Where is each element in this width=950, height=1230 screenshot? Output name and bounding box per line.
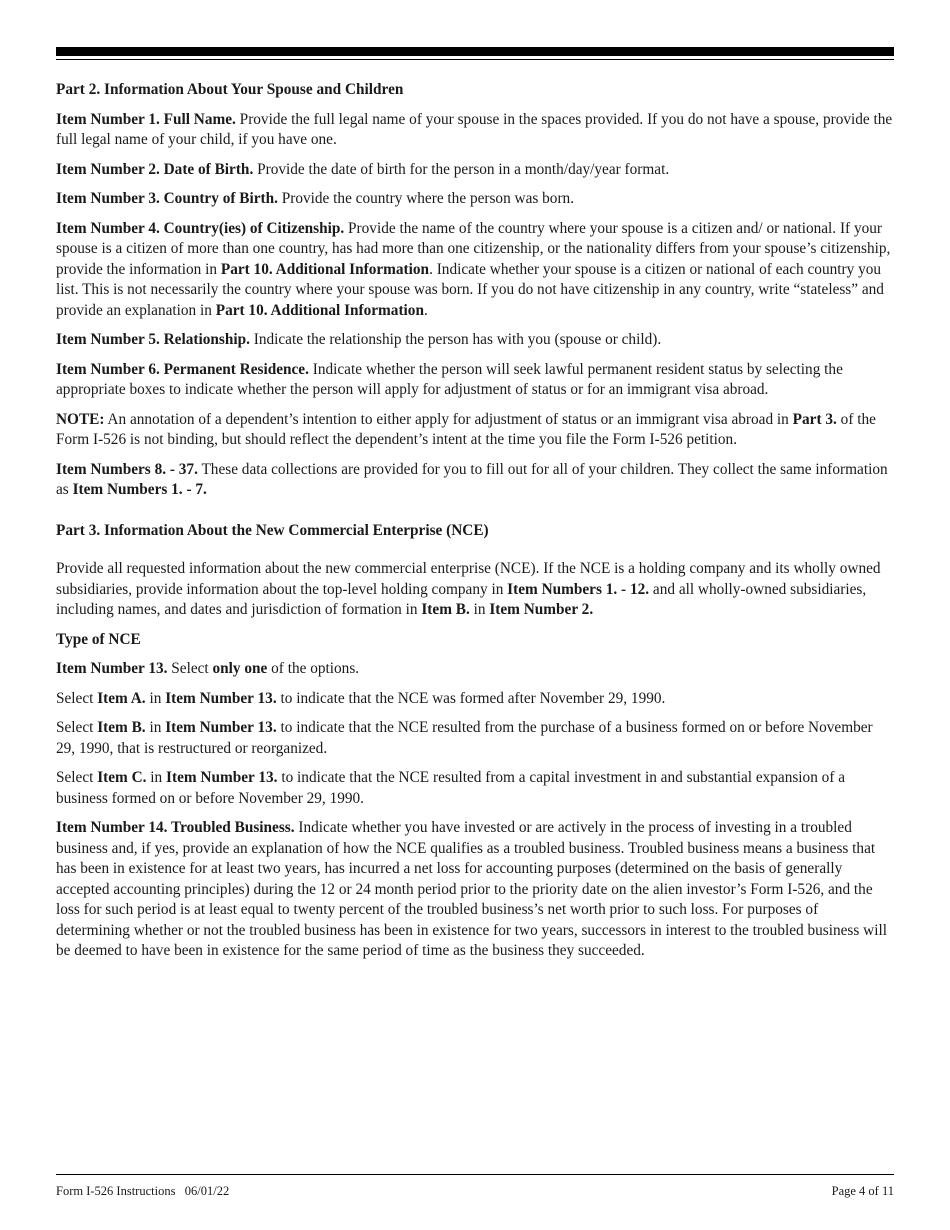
items1-7-reference: Item Numbers 1. - 7. bbox=[72, 481, 207, 498]
header-rule-thin bbox=[56, 59, 894, 60]
part3-heading: Part 3. Information About the New Commercial Enterprise (NCE) bbox=[56, 521, 489, 539]
item14-paragraph bbox=[56, 818, 894, 962]
option-c-paragraph: Select Item C. in Item Number 13. to indicate that the NCE resulted from a capital investment in and substantial expansion of a business formed on or before November 29, 1990. bbox=[56, 769, 846, 807]
item14-label: Item Number 14. Troubled Business. bbox=[56, 819, 295, 836]
item3-label: Item Number 3. Country of Birth. bbox=[56, 190, 278, 207]
page-content bbox=[56, 80, 894, 971]
items8-37-label: Item Numbers 8. - 37. bbox=[56, 460, 198, 478]
part3-intro-paragraph: Provide all requested information about the new commercial enterprise (NCE). If the NCE is a holding company and its wholly owned subsidiaries, provide information about the top-level holding company in Item Numbers 1. - 12. and all wholly-owned subsidiaries, including names, and dates and jurisdiction of formation in Item B. in Item Number 2. bbox=[56, 560, 881, 618]
item14-text: Indicate whether you have invested or are actively in the process of investing in a troubled business and, if yes, provide an explanation of how the NCE qualifies as a troubled business. Troubled business means a business that has been in existence for at least two years, has incurred a net loss for accounting purposes (determined on the basis of generally accepted accounting principles) during the 12 or 24 month period prior to the priority date on the alien investor’s Form I-526, and the loss for such period is at least equal to twenty percent of the troubled business’s net worth prior to such loss. For purposes of determining whether or not the troubled business has been in existence for two years, successors in interest to the troubled business will be deemed to have been in existence for the same period of time as the business they succeeded. bbox=[56, 819, 887, 959]
header-rule-thick bbox=[56, 47, 894, 56]
item5-label: Item Number 5. Relationship. bbox=[56, 331, 250, 348]
item6-paragraph bbox=[56, 360, 894, 401]
footer-form-id: Form I-526 Instructions 06/01/22 bbox=[56, 1184, 230, 1198]
item1-text: Provide the full legal name of your spouse in the spaces provided. If you do not have a spouse, provide the full legal name of your child, if you have one. bbox=[56, 110, 893, 148]
item6-label: Item Number 6. Permanent Residence. bbox=[56, 360, 309, 378]
option-b-paragraph: Select Item B. in Item Number 13. to indicate that the NCE resulted from the purchase of a business formed on or before November 29, 1990, that is restructured or reorganized. bbox=[56, 719, 873, 757]
item2-label: Item Number 2. Date of Birth. bbox=[56, 160, 254, 178]
part10-reference: Part 10. Additional Information bbox=[220, 260, 430, 278]
part3-reference: Part 3. bbox=[792, 410, 837, 428]
items8-37-paragraph: Item Numbers 8. - 37. These data collections are provided for you to fill out for all of your children. They collect the same information as Item Numbers 1. - 7. bbox=[56, 460, 888, 498]
type-of-nce-heading: Type of NCE bbox=[56, 630, 141, 648]
footer-page-number: Page 4 of 11 bbox=[831, 1184, 894, 1198]
item1-label: Item Number 1. Full Name. bbox=[56, 110, 236, 128]
item6-text: Indicate whether the person will seek lawful permanent resident status by selecting the appropriate boxes to indicate whether the person will apply for adjustment of status or for an immigrant visa abroad. bbox=[56, 360, 843, 398]
part10-reference: Part 10. Additional Information bbox=[215, 301, 424, 319]
item5-paragraph bbox=[56, 330, 894, 351]
part2-heading: Part 2. Information About Your Spouse and Children bbox=[56, 81, 404, 98]
item2-paragraph bbox=[56, 160, 894, 181]
item13-paragraph: Item Number 13. Select only one of the options. bbox=[56, 660, 360, 677]
item1-paragraph bbox=[56, 110, 894, 151]
item4-paragraph: Item Number 4. Country(ies) of Citizenship. Provide the name of the country where your spouse is a citizen and/ or national. If your spouse is a citizen of more than one country, has had more than one citizenship, or the nationality differs from your spouse’s citizenship, provide the information in Part 10. Additional Information. Indicate whether your spouse is a citizen or national of each country you list. This is not necessarily the country where your spouse was born. If you do not have citizenship in any country, write “stateless” and provide an explanation in Part 10. Additional Information. bbox=[56, 219, 891, 319]
item4-label: Item Number 4. Country(ies) of Citizenship. bbox=[56, 219, 345, 237]
footer-rule bbox=[56, 1174, 894, 1175]
item2-text: Provide the date of birth for the person in a month/day/year format. bbox=[253, 160, 670, 178]
item3-text: Provide the country where the person was born. bbox=[277, 190, 575, 207]
item13-label: Item Number 13. bbox=[56, 660, 168, 677]
note-paragraph: NOTE: An annotation of a dependent’s intention to either apply for adjustment of status or an immigrant visa abroad in Part 3. of the Form I-526 is not binding, but should reflect the dependent’s intent at the time you file the Form I-526 petition. bbox=[56, 410, 876, 448]
item3-paragraph bbox=[56, 189, 894, 210]
option-a-paragraph: Select Item A. in Item Number 13. to indicate that the NCE was formed after November 29, 1990. bbox=[56, 689, 666, 707]
note-label: NOTE: bbox=[56, 410, 105, 428]
item5-text: Indicate the relationship the person has with you (spouse or child). bbox=[249, 331, 662, 348]
